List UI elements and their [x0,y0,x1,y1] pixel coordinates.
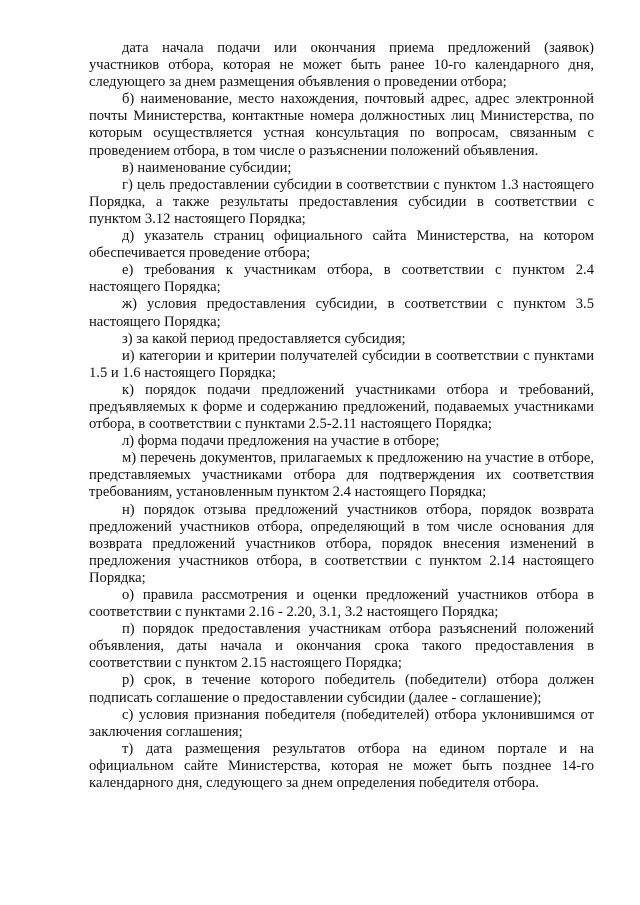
paragraph-t: т) дата размещения результатов отбора на едином портале и на официальном сайте Министерства, которая не может быть позднее 14-го календарного дня, следующего за днем определения победителя отбора. [89,740,594,792]
paragraph-n: н) порядок отзыва предложений участников отбора, порядок возврата предложений участников отбора, определяющий в том числе основания для возврата предложений участников отбора, порядок внесения изменений в предложения участников отбора, в соответствии с пунктом 2.14 настоящего Порядка; [89,501,594,586]
document-page [89,40,594,792]
paragraph-opening-date: дата начала подачи или окончания приема предложений (заявок) участников отбора, которая не может быть ранее 10-го календарного дня, следующего за днем размещения объявления о проведении отбора; [89,40,594,91]
paragraph-l: л) форма подачи предложения на участие в отборе; [122,433,440,450]
paragraph-z: з) за какой период предоставляется субсидия; [122,330,406,347]
paragraph-i: и) категории и критерии получателей субсидии в соответствии с пунктами 1.5 и 1.6 настоящего Порядка; [89,347,594,381]
paragraph-b: б) наименование, место нахождения, почтовый адрес, адрес электронной почты Министерства, контактные номера должностных лиц Министерства, по которым осуществляется устная консультация по вопросам, связанным с проведением отбора, в том числе о разъяснении положений объявления. [89,91,594,159]
paragraph-v: в) наименование субсидии; [122,159,292,176]
paragraph-m: м) перечень документов, прилагаемых к предложению на участие в отборе, представляемых участниками отбора для подтверждения их соответствия требованиям, установленным пунктом 2.4 настоящего Порядка; [89,450,594,501]
paragraph-s: с) условия признания победителя (победителей) отбора уклонившимся от заключения соглашения; [89,706,594,740]
paragraph-r: р) срок, в течение которого победитель (победители) отбора должен подписать соглашение о предоставлении субсидии (далее - соглашение); [89,672,594,706]
paragraph-k: к) порядок подачи предложений участниками отбора и требований, предъявляемых к форме и содержанию предложений, подаваемых участниками отбора, в соответствии с пунктами 2.5-2.11 настоящего Порядка; [89,381,594,433]
paragraph-o: о) правила рассмотрения и оценки предложений участников отбора в соответствии с пунктами 2.16 - 2.20, 3.1, 3.2 настоящего Порядка; [89,587,594,621]
paragraph-e: е) требования к участникам отбора, в соответствии с пунктом 2.4 настоящего Порядка; [89,262,594,296]
paragraph-d: д) указатель страниц официального сайта Министерства, на котором обеспечивается проведение отбора; [89,228,594,262]
paragraph-zh: ж) условия предоставления субсидии, в соответствии с пунктом 3.5 настоящего Порядка; [89,296,594,330]
paragraph-p: п) порядок предоставления участникам отбора разъяснений положений объявления, даты начала и окончания срока такого предоставления в соответствии с пунктом 2.15 настоящего Порядка; [89,621,594,672]
paragraph-g: г) цель предоставлении субсидии в соответствии с пунктом 1.3 настоящего Порядка, а также результаты предоставления субсидии в соответствии с пунктом 3.12 настоящего Порядка; [89,176,594,227]
